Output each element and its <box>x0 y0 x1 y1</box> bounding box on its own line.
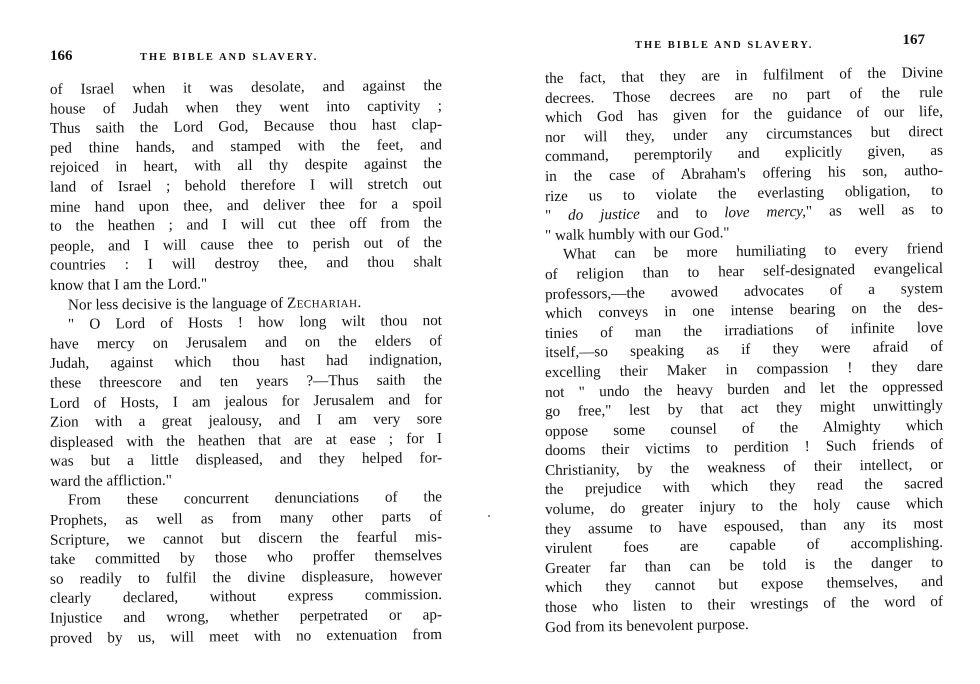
text-segment: displeased with the heathen that are at ease ; for I <box>49 429 443 451</box>
text-segment: God from its benevolent purpose. <box>544 615 749 636</box>
running-head: THE BIBLE AND SLAVERY. <box>140 52 319 63</box>
text-segment: countries : I will destroy thee, and thou shalt <box>49 253 443 275</box>
text-segment: professors,—the avowed advocates of a system <box>544 279 944 303</box>
text-segment: Judah, against which thou hast had indignation, <box>49 351 443 373</box>
page-number: 166 <box>50 48 73 64</box>
text-segment: " <box>544 206 569 225</box>
text-segment: rize us to violate the everlasting obligation, to <box>544 181 944 205</box>
text-segment: which God has given for the guidance of our life, <box>544 103 944 127</box>
text-segment: the prejudice with which they read the sacred <box>544 475 944 499</box>
text-segment: which they cannot but expose themselves, and <box>544 573 944 597</box>
text-segment: proved by us, will meet with no extenuation from <box>49 625 443 647</box>
text-segment: know that I am the Lord." <box>49 275 208 294</box>
text-segment: What can be more humiliating to every friend <box>562 240 944 264</box>
text-segment: of Israel when it was desolate, and against the <box>49 76 443 99</box>
text-segment: From these concurrent denunciations of the <box>67 488 443 510</box>
text-segment: not " undo the heavy burden and let the oppressed <box>544 377 944 401</box>
text-segment: decrees. Those decrees are no part of the rule <box>544 83 944 107</box>
text-segment: ped thine hands, and stamped with the feet, and <box>49 136 443 157</box>
text-segment: dooms their victims to perdition ! Such friends of <box>544 436 944 460</box>
text-segment: virulent foes are capable of accomplishing. <box>544 534 944 558</box>
page-speck <box>488 515 490 517</box>
text-segment: command, peremptorily and explicitly given, as <box>544 142 944 166</box>
left-page-text <box>50 78 442 646</box>
text-segment: and to <box>639 204 725 223</box>
text-segment: Christianity, by the weakness of their intellect, or <box>544 455 944 479</box>
text-segment: clearly declared, without express commission. <box>49 586 443 608</box>
italic-text: do justice <box>567 205 640 224</box>
text-segment: to the heathen ; and I will cut thee off from the <box>49 214 443 235</box>
text-segment: go free," lest by that act they might unwittingly <box>544 396 944 421</box>
small-caps-name: Zechariah. <box>286 293 362 312</box>
text-segment: of religion than to hear self-designated evangelical <box>544 259 944 284</box>
text-segment: in the case of Abraham's offering his son, autho- <box>544 161 944 186</box>
text-segment: Greater far than can be told is the danger to <box>544 553 944 577</box>
text-segment: these threescore and ten years ?—Thus saith the <box>49 371 443 392</box>
text-segment: they assume to have espoused, than any its most <box>544 514 944 538</box>
text-segment: excelling their Maker in compassion ! they dare <box>544 357 944 382</box>
text-segment: ward the affliction." <box>49 471 172 490</box>
left-page-header <box>50 48 450 72</box>
text-segment: Injustice and wrong, whether perpetrated or ap- <box>49 606 443 627</box>
text-segment: volume, do greater injury to the holy cause which <box>544 494 944 519</box>
text-segment: Lord of Hosts, I am jealous for Jerusalem and for <box>49 390 443 412</box>
text-segment: the fact, that they are in fulfilment of the Divine <box>544 63 944 88</box>
running-head: THE BIBLE AND SLAVERY. <box>635 40 814 51</box>
text-segment: oppose some counsel of the Almighty which <box>544 416 944 440</box>
text-line <box>50 625 442 649</box>
text-segment: Thus saith the Lord God, Because thou hast clap- <box>49 116 443 138</box>
text-segment: Zion with a great jealousy, and I am very sore <box>49 410 443 431</box>
text-segment: itself,—so speaking as if they were afraid of <box>544 338 944 362</box>
text-segment: land of Israel ; behold therefore I will stretch out <box>49 175 443 196</box>
text-segment: Nor less decisive is the language of <box>67 294 287 314</box>
right-page-header <box>545 30 943 54</box>
text-segment: so readily to fulfil the divine displeasure, however <box>49 567 443 588</box>
text-segment: those who listen to their wrestings of the word of <box>544 592 944 617</box>
right-page-text <box>544 63 944 636</box>
italic-text: love mercy, <box>724 203 807 222</box>
page-number: 167 <box>902 32 925 48</box>
text-segment: was but a little displeased, and they helped for- <box>49 449 443 470</box>
text-segment: " as well as to <box>805 201 944 221</box>
text-segment: house of Judah when they went into captivity ; <box>49 96 443 118</box>
text-segment: take committed by those who proffer themselves <box>49 547 443 569</box>
text-segment: " O Lord of Hosts ! how long wilt thou not <box>67 312 443 333</box>
text-segment: " walk humbly with our God." <box>544 223 730 244</box>
text-segment: tinies of man the irradiations of infinite love <box>544 318 944 342</box>
text-segment: people, and I will cause thee to perish out of the <box>49 233 443 255</box>
text-segment: mine hand upon thee, and deliver thee for a spoil <box>49 194 443 216</box>
text-segment: Prophets, as well as from many other parts of <box>49 508 443 530</box>
text-segment: nor will they, under any circumstances but direct <box>544 122 944 146</box>
text-segment: rejoiced in heart, with all thy despite against the <box>49 155 443 177</box>
text-segment: have mercy on Jerusalem and on the elders of <box>49 332 443 353</box>
text-segment: Scripture, we cannot but discern the fearful mis- <box>49 527 443 549</box>
text-segment: which conveys in one intense bearing on the des- <box>544 299 944 323</box>
